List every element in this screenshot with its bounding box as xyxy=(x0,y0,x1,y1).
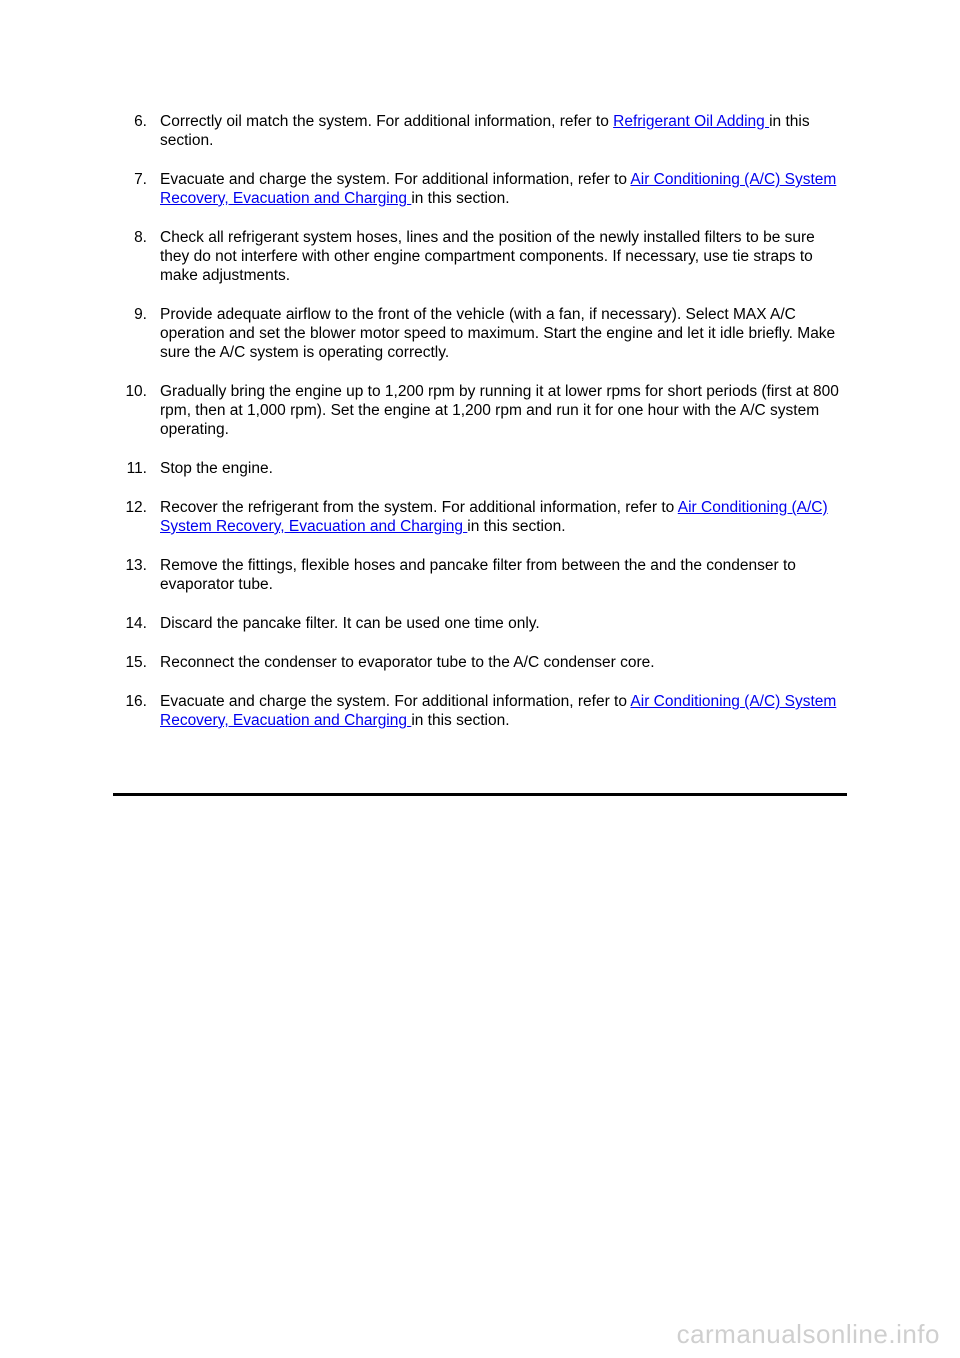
procedure-step xyxy=(0,305,960,362)
step-text-segment: Remove the fittings, flexible hoses and pancake filter from between the and the condenser to evaporator tube. xyxy=(160,557,796,593)
step-number: 15. xyxy=(125,654,147,671)
step-text xyxy=(160,228,845,285)
step-number: 7. xyxy=(134,171,147,188)
procedure-step xyxy=(0,459,960,478)
step-text xyxy=(160,614,845,633)
procedure-step-list xyxy=(0,112,960,750)
step-text xyxy=(160,170,845,208)
step-text xyxy=(160,382,845,439)
step-text xyxy=(160,305,845,362)
step-text xyxy=(160,498,845,536)
step-text-segment: Check all refrigerant system hoses, lines and the position of the newly installed filters to be sure they do not interfere with other engine compartment components. If necessary, use tie straps to make adjustments. xyxy=(160,229,815,284)
procedure-step xyxy=(0,170,960,208)
cross-reference-link[interactable]: Air Conditioning (A/C) System Recovery, Evacuation and Charging xyxy=(160,693,837,729)
procedure-step xyxy=(0,498,960,536)
step-text xyxy=(160,556,845,594)
step-text-segment: in this section. xyxy=(411,190,510,207)
step-number: 10. xyxy=(125,383,147,400)
step-number: 16. xyxy=(125,693,147,710)
cross-reference-link[interactable]: Air Conditioning (A/C) System Recovery, Evacuation and Charging xyxy=(160,171,837,207)
cross-reference-link[interactable]: Refrigerant Oil Adding xyxy=(613,113,770,130)
procedure-step xyxy=(0,614,960,633)
step-text-segment: Provide adequate airflow to the front of the vehicle (with a fan, if necessary). Select MAX A/C operation and set the blower motor speed to maximum. Start the engine and let it idle briefly. Make sure the A/C system is operating correctly. xyxy=(160,306,836,361)
step-text-segment: in this section. xyxy=(467,518,566,535)
procedure-step xyxy=(0,692,960,730)
step-text-segment: Discard the pancake filter. It can be used one time only. xyxy=(160,615,540,632)
procedure-step xyxy=(0,382,960,439)
step-number: 9. xyxy=(134,306,147,323)
step-text-segment: Gradually bring the engine up to 1,200 rpm by running it at lower rpms for short periods (first at 800 rpm, then at 1,000 rpm). Set the engine at 1,200 rpm and run it for one hour with the A/C system operating. xyxy=(160,383,839,438)
step-text-segment: Correctly oil match the system. For additional information, refer to xyxy=(160,113,614,130)
step-text xyxy=(160,112,845,150)
step-number: 14. xyxy=(125,615,147,632)
step-text-segment: Stop the engine. xyxy=(160,460,273,477)
step-text-segment: Evacuate and charge the system. For additional information, refer to xyxy=(160,693,631,710)
procedure-step xyxy=(0,653,960,672)
step-text-segment: in this section. xyxy=(411,712,510,729)
step-number: 12. xyxy=(125,499,147,516)
step-number: 6. xyxy=(134,113,147,130)
step-text-segment: in this section. xyxy=(160,113,810,149)
step-text xyxy=(160,692,845,730)
step-text-segment: Recover the refrigerant from the system. For additional information, refer to xyxy=(160,499,678,516)
step-text-segment: Reconnect the condenser to evaporator tube to the A/C condenser core. xyxy=(160,654,655,671)
step-text-segment: Evacuate and charge the system. For additional information, refer to xyxy=(160,171,631,188)
step-number: 11. xyxy=(126,460,147,477)
page-divider xyxy=(113,793,847,796)
cross-reference-link[interactable]: Air Conditioning (A/C) System Recovery, Evacuation and Charging xyxy=(160,499,828,535)
step-number: 13. xyxy=(125,557,147,574)
watermark: carmanualsonline.info xyxy=(676,1319,940,1349)
step-text xyxy=(160,653,845,672)
step-text xyxy=(160,459,845,478)
step-number: 8. xyxy=(134,229,147,246)
procedure-step xyxy=(0,228,960,285)
procedure-step xyxy=(0,556,960,594)
procedure-step xyxy=(0,112,960,150)
